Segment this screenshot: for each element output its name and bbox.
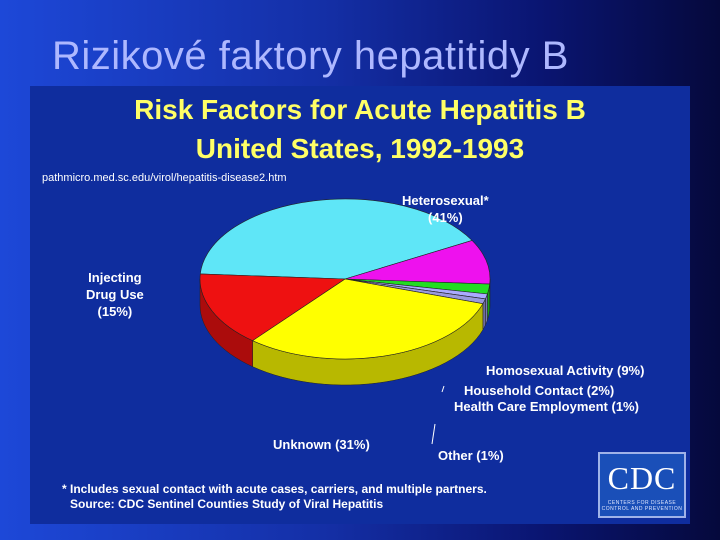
footnote-line-1: * Includes sexual contact with acute cases, carriers, and multiple partners. bbox=[62, 482, 487, 496]
label-unknown: Unknown (31%) bbox=[273, 437, 370, 452]
footnote-line-2: Source: CDC Sentinel Counties Study of Viral Hepatitis bbox=[70, 497, 384, 511]
label-health-care-employment: Health Care Employment (1%) bbox=[454, 399, 639, 414]
label-homosexual-activity: Homosexual Activity (9%) bbox=[486, 363, 645, 378]
chart-subtitle: United States, 1992-1993 bbox=[195, 133, 525, 164]
label-other: Other (1%) bbox=[438, 448, 504, 463]
label-injecting-drug-use: Injecting Drug Use (15%) bbox=[86, 270, 144, 319]
leader-line-healthcare bbox=[442, 386, 444, 392]
chart-title: Risk Factors for Acute Hepatitis B bbox=[134, 94, 586, 125]
leader-line-other bbox=[432, 424, 435, 444]
cdc-logo: CDC CENTERS FOR DISEASE CONTROL AND PREVENTION bbox=[598, 452, 686, 518]
footnote bbox=[62, 482, 487, 512]
label-household-contact: Household Contact (2%) bbox=[464, 383, 615, 398]
label-heterosexual: Heterosexual* (41%) bbox=[402, 193, 489, 225]
leader-lines bbox=[432, 386, 444, 444]
source-url: pathmicro.med.sc.edu/virol/hepatitis-disease2.htm bbox=[42, 172, 287, 184]
chart-panel bbox=[30, 86, 690, 524]
slide-title: Rizikové faktory hepatitidy B bbox=[52, 34, 569, 78]
